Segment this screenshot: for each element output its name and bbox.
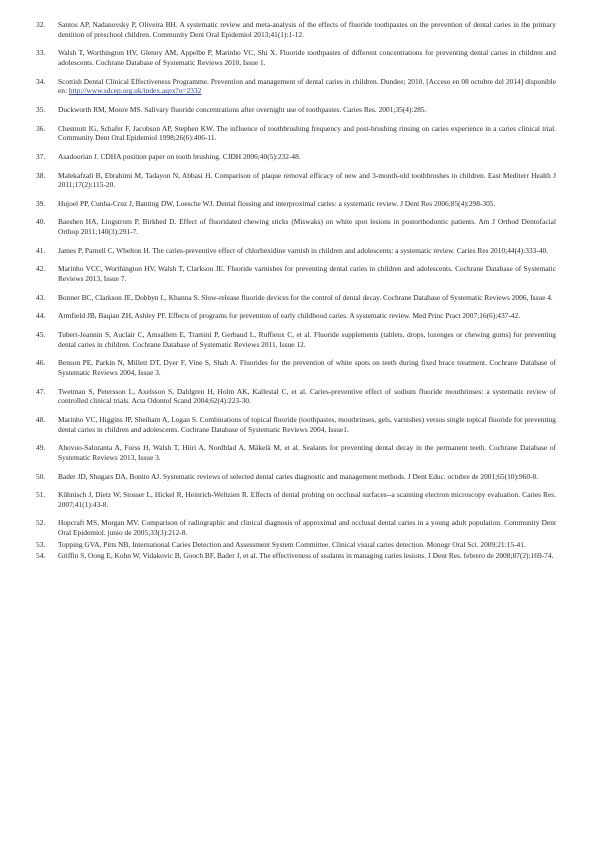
- reference-text: Hujoel PP, Cunha-Cruz J, Banting DW, Loesche WJ. Dental flossing and interproximal caries: a systematic review. J Dent Res 2006;85(4):298-305.: [58, 198, 496, 208]
- reference-number: 52.: [36, 518, 46, 528]
- reference-item: [36, 20, 556, 39]
- reference-text-with-link: [58, 77, 556, 96]
- reference-number: 43.: [36, 292, 46, 302]
- reference-item: [36, 171, 556, 190]
- reference-text: Bonner BC, Clarkson JE, Dobbyn L, Khanna S. Slow-release fluoride devices for the control of dental decay. Cochrane Database of Systematic Reviews 2006, Issue 4.: [58, 292, 553, 302]
- reference-text: Marinho VCC, Worthington HV, Walsh T, Clarkson JE. Fluoride varnishes for preventing dental caries in children and adolescents. Cochrane Database of Systematic Reviews 2013, Issue 7.: [58, 264, 556, 284]
- reference-number: 45.: [36, 330, 46, 340]
- reference-item: [36, 490, 556, 509]
- reference-text: Marinho VC, Higgins JP, Sheiham A, Logan S. Combinations of topical fluoride (toothpastes, mouthrinses, gels, varnishes) versus single topical fluoride for preventing dental caries in children and adolescents. Cochrane Database of Systematic Reviews 2004, Issue1.: [58, 414, 556, 434]
- reference-text: Chestnutt IG, Schafer F, Jacobson AP, Stephen KW. The influence of toothbrushing frequency and post-brushing rinsing on caries experience in a caries clinical trial. Community Dent Oral Epidemiol 1998;26(6):406-11.: [58, 123, 556, 143]
- reference-text: Topping GVA, Pitts NB, International Caries Detection and Assessment System Committee. Clinical visual caries detection. Monogr Oral Sci. 2009;21:15-41.: [58, 539, 526, 549]
- reference-item: [36, 105, 556, 115]
- reference-number: 38.: [36, 170, 46, 180]
- reference-text: Benson PE, Parkin N, Millett DT, Dyer F, Vine S, Shah A. Fluorides for the prevention of white spots on teeth during fixed brace treatment. Cochrane Database of Systematic Reviews 2004, Issue 3.: [58, 358, 556, 377]
- reference-link[interactable]: http://www.sdcep.org.uk/index.aspx?o=2332: [68, 86, 202, 96]
- reference-number: 35.: [36, 104, 46, 114]
- reference-number: 36.: [36, 123, 46, 133]
- reference-item: [36, 217, 556, 236]
- reference-text: Griffin S, Oong E, Kohn W, Vidakovic B, Gooch BF, Bader J, et al. The effectiveness of sealants in managing caries lesions. J Dent Res. febrero de 2008;87(2):169-74.: [58, 551, 554, 561]
- reference-number: 49.: [36, 443, 46, 453]
- reference-number: 33.: [36, 48, 46, 58]
- reference-number: 50.: [36, 471, 46, 481]
- reference-number: 41.: [36, 245, 46, 255]
- reference-item: [36, 246, 556, 256]
- reference-number: 42.: [36, 264, 46, 274]
- reference-item: [36, 518, 556, 537]
- reference-item: [36, 551, 556, 561]
- reference-text: Duckworth RM, Moore MS. Salivary fluoride concentrations after overnight use of toothpastes. Caries Res. 2001;35(4):285.: [58, 104, 427, 114]
- reference-text: Hopcraft MS, Morgan MV. Comparison of radiographic and clinical diagnosis of approximal and occlusal dental caries in a young adult population. Community Dent Oral Epidemiol. junio de 2005;33(3):212-8.: [58, 518, 556, 538]
- reference-item: [36, 124, 556, 143]
- reference-text: Bader JD, Shugars DA, Bonito AJ. Systematic reviews of selected dental caries diagnostic and management methods. J Dent Educ. octubre de 2001;65(10):960-8.: [58, 471, 539, 481]
- reference-item: [36, 199, 556, 209]
- reference-text: Walsh T, Worthington HV, Glenny AM, Appelbe P, Marinho VC, Shi X. Fluoride toothpastes of different concentrations for preventing dental caries in children and adolescents. Cochrane Database of Systematic Reviews 2010, Issue 1.: [58, 48, 556, 67]
- reference-number: 34.: [36, 76, 46, 86]
- reference-text: Scottish Dental Clinical Effectiveness Programme. Prevention and management of dental caries in children. Dundee; 2010. [Acceso en 08 octubre del 2014] disponible en:: [58, 76, 556, 96]
- reference-text: Asadoorian J. CDHA position paper on tooth brushing. CJDH 2006;40(5):232-48.: [58, 151, 301, 161]
- reference-text: Twetman S, Petersson L, Axelsson S, Dahlgren H, Holm AK, Kallestal C, et al. Caries-preventive effect of sodium fluoride mouthrinses: a systematic review of controlled clinical trials. Acta Odontol Scand 2004;62(4):223-30.: [58, 386, 556, 406]
- reference-text: Malekafzali B, Ebrahimi M, Tadayon N, Abbasi H. Comparison of plaque removal efficacy of new and 3-month-old toothbrushes in children. East Mediterr Health J 2011;17(2):115-20.: [58, 170, 556, 190]
- reference-text: Ahovuo-Saloranta A, Forss H, Walsh T, Hiiri A, Nordblad A, Mäkelä M, et al. Sealants for preventing dental decay in the permanent teeth. Cochrane Database of Systematic Reviews 2013, Issue 3.: [58, 443, 556, 462]
- reference-number: 32.: [36, 20, 46, 29]
- reference-item: [36, 415, 556, 434]
- reference-item: [36, 387, 556, 406]
- reference-item: [36, 358, 556, 377]
- reference-text: Baeshen HA, Lingstrom P, Birkhed D. Effect of fluoridated chewing sticks (Miswaks) on white spot lesions in postorthodontic patients. Am J Orthod Dentofacial Orthop 2011;140(3):291-7.: [58, 217, 556, 237]
- reference-number: 54.: [36, 551, 46, 561]
- reference-number: 39.: [36, 198, 46, 208]
- reference-item: [36, 77, 556, 96]
- reference-number: 44.: [36, 311, 46, 321]
- reference-item: [36, 311, 556, 321]
- reference-item: [36, 293, 556, 303]
- reference-text: Armfield JB, Baqian ZH, Ashley PF. Effects of programs for prevention of early childhood caries. A systematic review. Med Princ Pract 2007;16(6):437-42.: [58, 311, 521, 321]
- reference-number: 37.: [36, 151, 46, 161]
- reference-number: 53.: [36, 539, 46, 549]
- reference-text: James P, Parnell C, Whelton H. The caries-preventive effect of chlorhexidine varnish in children and adolescents: a systematic review. Caries Res 2010;44(4):333-40.: [58, 245, 549, 255]
- reference-item: [36, 264, 556, 283]
- reference-item: [36, 48, 556, 67]
- reference-item: [36, 152, 556, 162]
- reference-text: Santos AP, Nadanovsky P, Oliveira BH. A systematic review and meta-analysis of the effects of fluoride toothpastes on the prevention of dental caries in the primary dentition of preschool children. Community Dent Oral Epidemiol 2013;41(1):1-12.: [58, 20, 556, 39]
- reference-text: Kühnisch J, Dietz W, Stosser L, Hickel R, Heinrich-Weltzien R. Effects of dental probing on occlusal surfaces--a scanning electron microscopy evaluation. Caries Res. 2007;41(1):43-8.: [58, 490, 556, 509]
- reference-text: Tubert-Jeannin S, Auclair C, Amsallem E, Tramini P, Gerbaud L, Ruffieux C, et al. Fluoride supplements (tablets, drops, lozenges or chewing gums) for preventing dental caries in children. Cochrane Database of Systematic Reviews 2011, Issue 12.: [58, 330, 556, 349]
- reference-item: [36, 540, 556, 550]
- reference-item: [36, 443, 556, 462]
- reference-number: 46.: [36, 358, 46, 368]
- reference-number: 47.: [36, 386, 46, 396]
- reference-number: 40.: [36, 217, 46, 227]
- reference-number: 51.: [36, 490, 46, 500]
- reference-item: [36, 330, 556, 349]
- reference-item: [36, 472, 556, 482]
- reference-number: 48.: [36, 414, 46, 424]
